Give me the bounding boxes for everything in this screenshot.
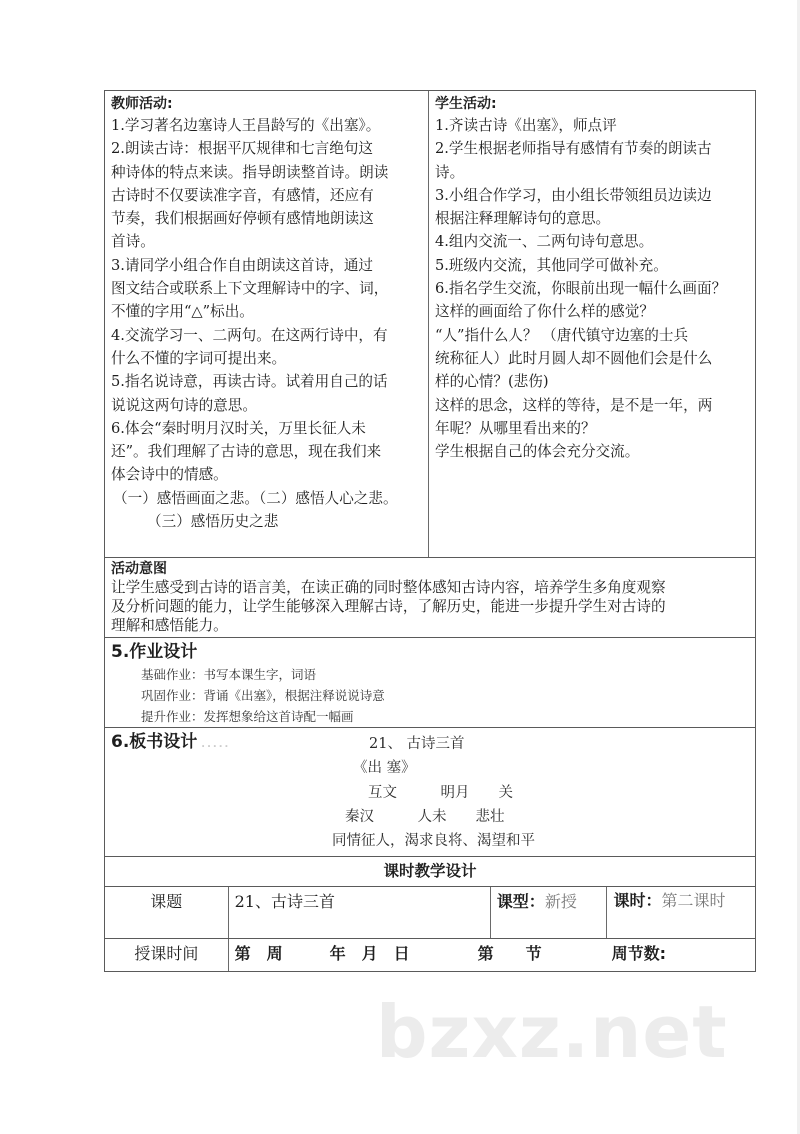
lesson-plan-table [104,90,756,972]
board-line-title: 21、 古诗三首 [369,736,465,752]
board-line-poem: 《出 塞》 [353,760,416,776]
homework-item-advanced: 提升作业：发挥想象给这首诗配一幅画 [141,709,354,724]
lesson-period-label: 课时： [613,891,662,910]
lesson-plan-document [104,90,756,972]
student-line: “人”指什么人？ （唐代镇守边塞的士兵 [435,326,689,344]
homework-section [105,638,755,728]
topic-label: 课题 [105,887,229,938]
board-line-1: 互文 明月 关 [368,785,513,801]
homework-heading: 5.作业设计 [111,642,198,662]
time-section: 第 节 [477,944,542,963]
teacher-line: 1.学习著名边塞诗人王昌龄写的《出塞》。 [111,117,381,134]
activity-intent-section [105,558,755,638]
teacher-line: 古诗时不仅要读准字音，有感情，还应有 [111,186,374,204]
board-line-2: 秦汉 人未 悲壮 [345,809,505,825]
lesson-type-label: 课型： [496,892,545,911]
teacher-line: 说说这两句诗的意思。 [111,396,257,414]
board-line-3: 同情征人，渴求良将、渴望和平 [332,833,535,849]
teacher-line: 首诗。 [111,233,155,251]
intent-line: 理解和感悟能力。 [111,617,228,634]
homework-item-consolidate: 巩固作业：背诵《出塞》，根据注释说说诗意 [141,688,385,703]
student-line: 年呢？从哪里看出来的？ [435,419,596,437]
lesson-design-title: 课时教学设计 [105,857,755,887]
teaching-time-value [229,939,755,971]
homework-item-basic: 基础作业：书写本课生字，词语 [141,667,317,682]
student-line: 样的心情？(悲伤) [435,373,549,391]
topic-value: 21、古诗三首 [229,887,491,938]
teacher-line: 4.交流学习一、二两句。在这两行诗中，有 [111,326,388,344]
student-activities-heading: 学生活动: [435,96,497,112]
teacher-line: 6.体会“秦时明月汉时关，万里长征人未 [111,419,366,437]
student-line: 这样的思念，这样的等待，是不是一年，两 [435,396,713,414]
teacher-line: 体会诗中的情感。 [111,466,228,484]
teacher-line: 节奏，我们根据画好停顿有感情地朗读这 [111,210,374,228]
teacher-line: （一）感悟画面之悲。（二）感悟人心之悲。 [113,489,398,507]
teaching-time-row [105,939,755,972]
topic-row [105,887,755,939]
blackboard-design-section [105,728,755,857]
teacher-line: 还”。我们理解了古诗的意思，现在我们来 [111,443,382,461]
teacher-line: 种诗体的特点来读。指导朗读整首诗。朗读 [111,163,389,181]
teacher-line: （三）感悟历史之悲 [147,513,279,531]
student-line: 3.小组合作学习，由小组长带领组员边读边 [435,186,712,204]
student-line: 2.学生根据老师指导有感情有节奏的朗读古 [435,140,712,158]
teacher-line: 什么不懂的字词可提出来。 [111,349,287,367]
student-line: 这样的画面给了你什么样的感觉？ [435,303,654,321]
activities-row [105,91,755,558]
teacher-activities-heading: 教师活动: [111,96,173,112]
intent-line: 及分析问题的能力，让学生能够深入理解古诗，了解历史，能进一步提升学生对古诗的 [111,598,666,615]
student-activities-cell [429,91,755,557]
teaching-time-label: 授课时间 [105,939,229,971]
student-line: 根据注释理解诗句的意思。 [435,210,611,228]
teacher-line: 5.指名说诗意，再读古诗。试着用自己的话 [111,373,388,391]
teacher-line: 图文结合或联系上下文理解诗中的字、词， [111,280,389,298]
student-line: 统称征人）此时月圆人却不圆他们会是什么 [435,349,713,367]
teacher-activities-cell [105,91,429,557]
intent-line: 让学生感受到古诗的语言美，在读正确的同时整体感知古诗内容，培养学生多角度观察 [111,579,666,596]
time-date: 年 月 日 [329,944,410,963]
student-line: 1.齐读古诗《出塞》，师点评 [435,117,617,134]
student-line: 4.组内交流一、二两句诗句意思。 [435,233,654,251]
watermark: bzxz.net [376,990,728,1074]
time-weekly-count: 周节数: [611,944,667,963]
activity-intent-heading: 活动意图 [111,561,167,577]
student-line: 诗。 [435,163,465,181]
lesson-type-cell [491,887,608,938]
student-line: 学生根据自己的体会充分交流。 [435,443,640,461]
teacher-line: 不懂的字用“△”标出。 [111,303,254,321]
time-week: 第 周 [234,944,283,963]
lesson-type-value: 新授 [544,892,577,911]
lesson-period-cell [607,887,755,938]
blackboard-heading-text: 6.板书设计 [111,732,198,752]
student-line: 6.指名学生交流，你眼前出现一幅什么画面？ [435,280,727,298]
dotted-leader: ..... [201,739,231,750]
student-line: 5.班级内交流，其他同学可做补充。 [435,256,668,274]
teacher-line: 3.请同学小组合作自由朗读这首诗，通过 [111,256,374,274]
teacher-line: 2.朗读古诗：根据平仄规律和七言绝句这 [111,140,374,158]
lesson-period-value: 第二课时 [661,891,726,910]
